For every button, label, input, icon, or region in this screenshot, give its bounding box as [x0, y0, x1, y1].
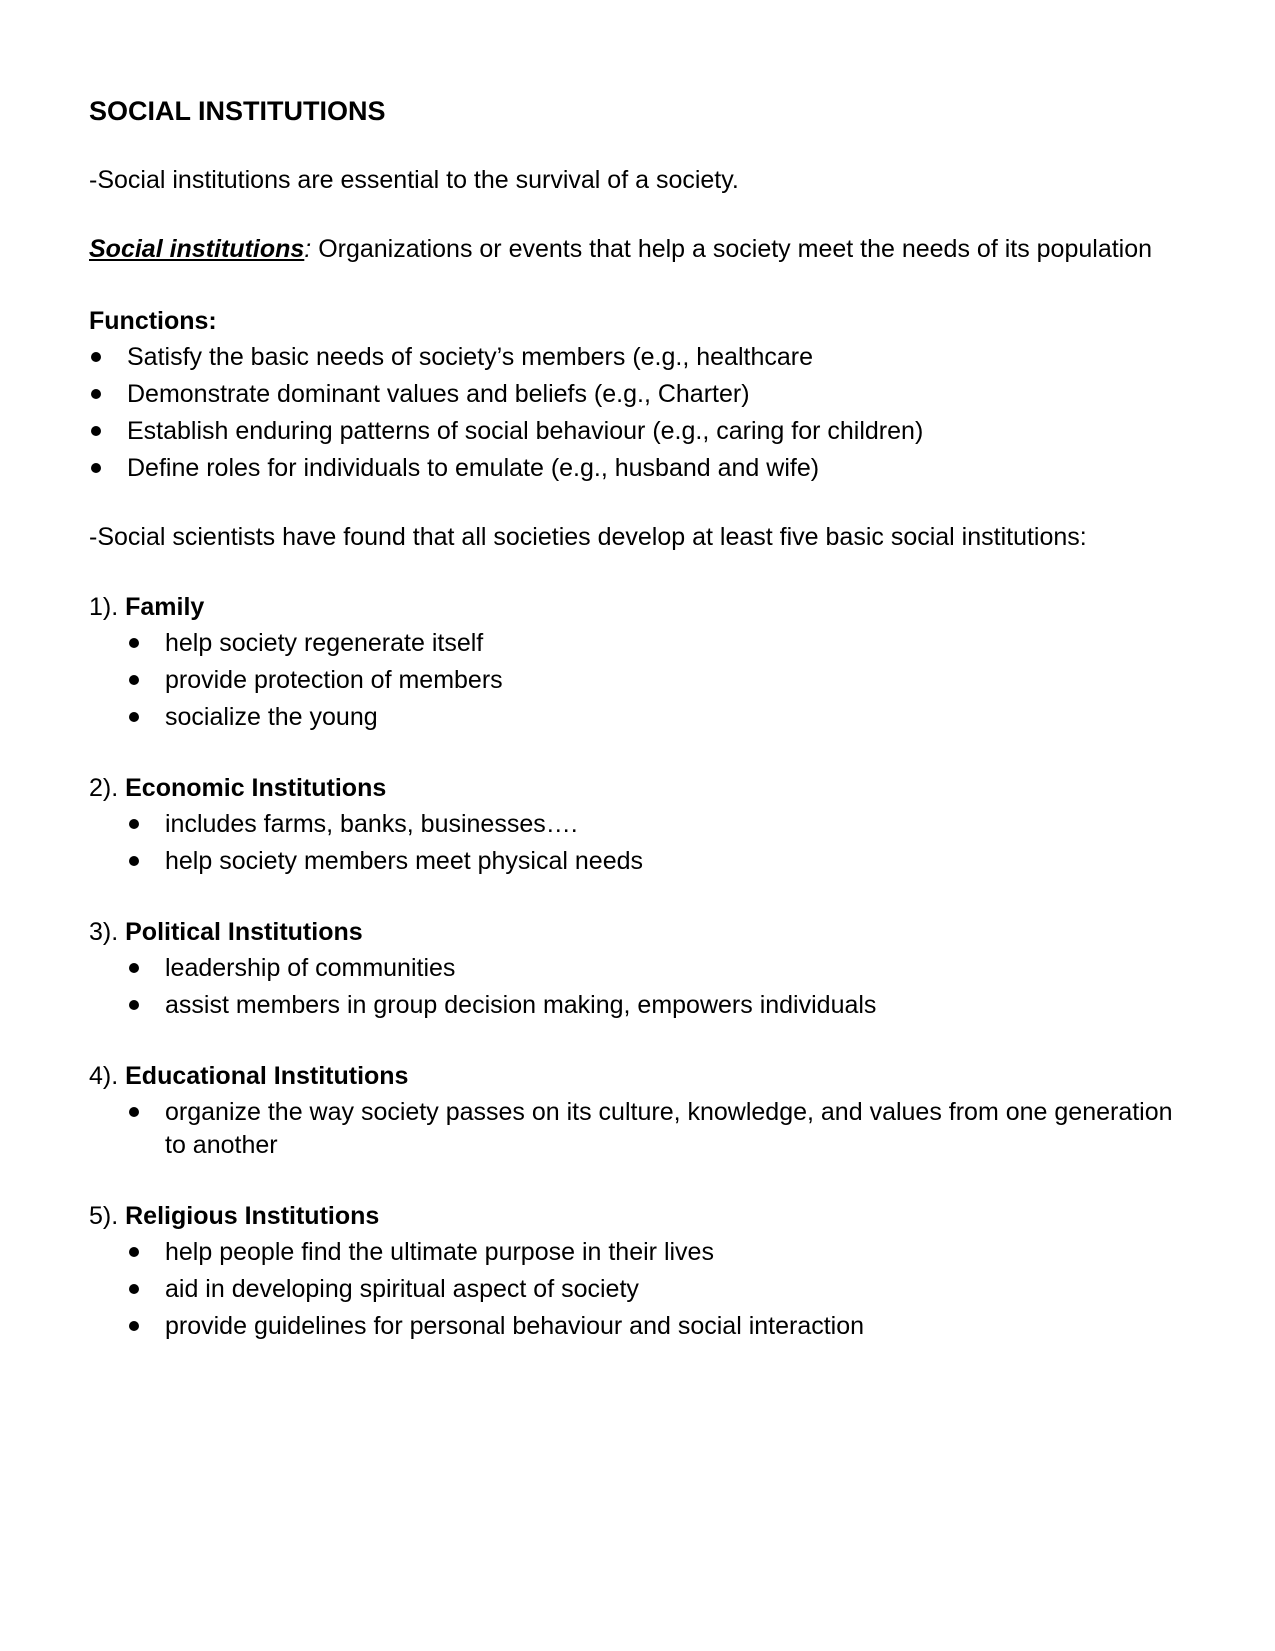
- bullet-icon: [91, 389, 101, 399]
- bullet-icon: [129, 1247, 139, 1257]
- list-item: leadership of communities: [89, 950, 1199, 987]
- bullet-icon: [129, 712, 139, 722]
- bullet-icon: [129, 819, 139, 829]
- institution-heading: 3). Political Institutions: [89, 918, 363, 946]
- list-item: help society members meet physical needs: [89, 843, 1199, 880]
- bullet-icon: [91, 463, 101, 473]
- list-item: help people find the ultimate purpose in their lives: [89, 1234, 1199, 1271]
- bullet-icon: [91, 352, 101, 362]
- functions-list-item: Satisfy the basic needs of society’s members (e.g., healthcare: [89, 339, 1199, 376]
- bullet-icon: [91, 426, 101, 436]
- functions-list: [89, 339, 1199, 487]
- functions-heading: Functions:: [89, 307, 217, 335]
- institution-list: [89, 806, 1199, 880]
- bullet-icon: [129, 1000, 139, 1010]
- bullet-icon: [129, 1284, 139, 1294]
- functions-list-item: Demonstrate dominant values and beliefs (e.g., Charter): [89, 376, 1199, 413]
- definition-paragraph: [89, 232, 1199, 267]
- institution-economic: [89, 771, 1199, 880]
- bullet-icon: [129, 675, 139, 685]
- document-page: [89, 92, 1199, 1345]
- list-item: assist members in group decision making, empowers individuals: [89, 987, 1199, 1024]
- list-item: socialize the young: [89, 699, 1199, 736]
- functions-list-item: Define roles for individuals to emulate (e.g., husband and wife): [89, 450, 1199, 487]
- bullet-icon: [129, 638, 139, 648]
- institution-list: [89, 950, 1199, 1024]
- list-item: help society regenerate itself: [89, 625, 1199, 662]
- institution-political: [89, 915, 1199, 1024]
- institution-list: [89, 1094, 1199, 1164]
- list-item: provide protection of members: [89, 662, 1199, 699]
- list-item: includes farms, banks, businesses….: [89, 806, 1199, 843]
- intro-paragraph: -Social institutions are essential to the survival of a society.: [89, 166, 739, 194]
- definition-text: Organizations or events that help a society meet the needs of its population: [311, 235, 1153, 263]
- bullet-icon: [129, 1107, 139, 1117]
- institution-heading: 1). Family: [89, 593, 205, 621]
- list-item: provide guidelines for personal behaviour and social interaction: [89, 1308, 1199, 1345]
- list-item: organize the way society passes on its culture, knowledge, and values from one generation to another: [89, 1094, 1199, 1164]
- bullet-icon: [129, 856, 139, 866]
- bullet-icon: [129, 1321, 139, 1331]
- definition-term: Social institutions: [89, 235, 305, 263]
- institution-heading: 4). Educational Institutions: [89, 1062, 409, 1090]
- page-title: SOCIAL INSTITUTIONS: [89, 96, 386, 126]
- functions-list-item: Establish enduring patterns of social behaviour (e.g., caring for children): [89, 413, 1199, 450]
- bullet-icon: [129, 963, 139, 973]
- institution-heading: 5). Religious Institutions: [89, 1202, 380, 1230]
- list-item: aid in developing spiritual aspect of society: [89, 1271, 1199, 1308]
- institution-list: [89, 625, 1199, 736]
- institution-heading: 2). Economic Institutions: [89, 774, 387, 802]
- institution-educational: [89, 1059, 1199, 1164]
- institution-religious: [89, 1199, 1199, 1345]
- definition-colon: :: [304, 235, 312, 263]
- scientists-statement: -Social scientists have found that all societies develop at least five basic social institutions:: [89, 523, 1087, 551]
- institution-family: [89, 590, 1199, 736]
- institution-list: [89, 1234, 1199, 1345]
